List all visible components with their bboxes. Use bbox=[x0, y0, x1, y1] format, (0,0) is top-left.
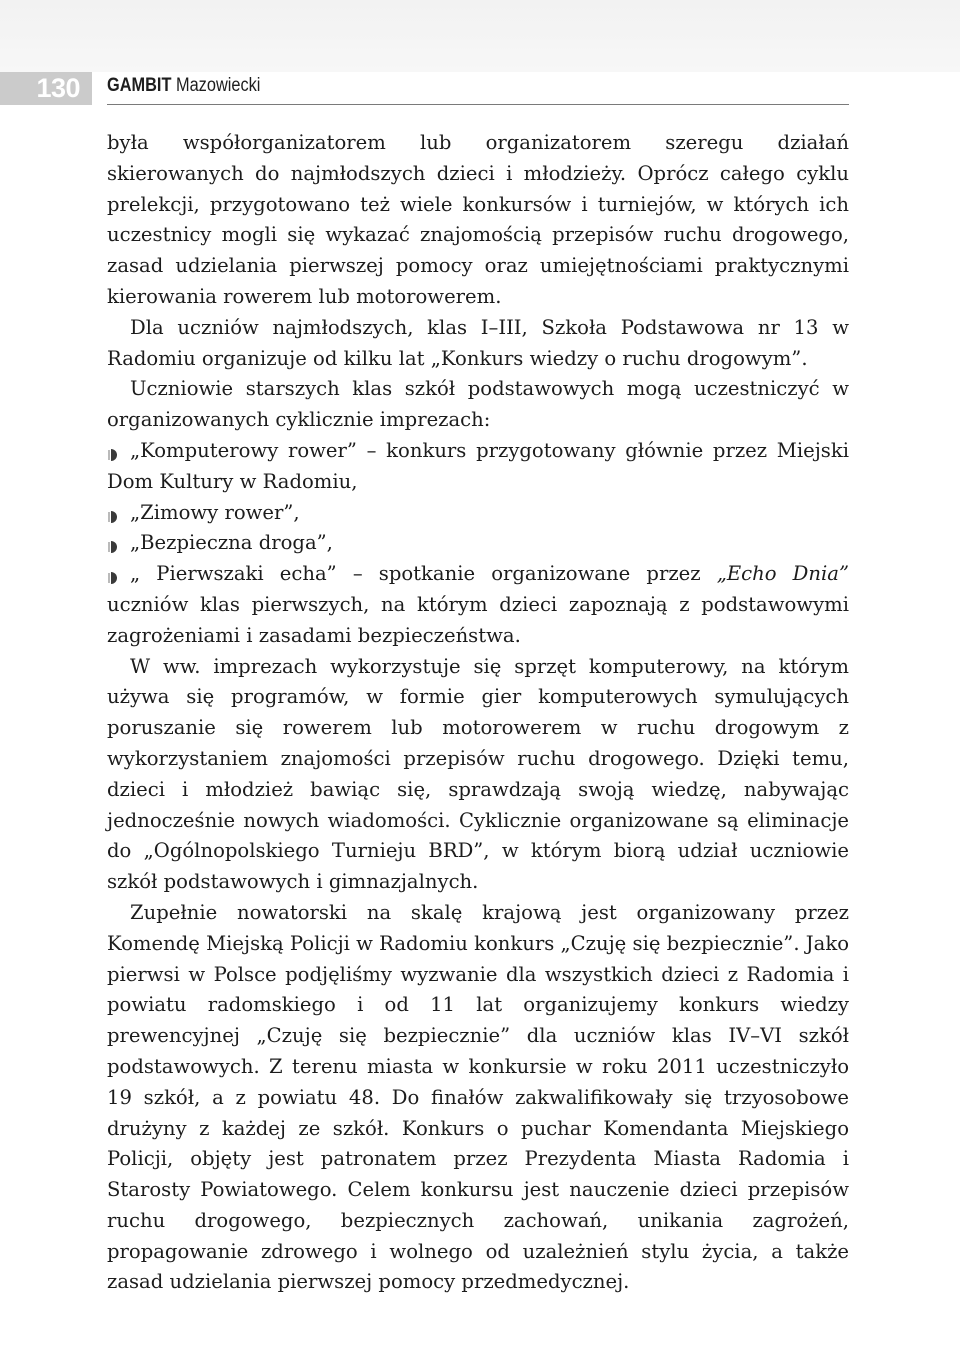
list-item bbox=[107, 559, 849, 651]
list-item bbox=[107, 498, 849, 529]
half-circle-bullet-icon bbox=[107, 510, 121, 524]
list-item-text: „Zimowy rower”, bbox=[130, 500, 300, 524]
article-body bbox=[107, 128, 849, 1298]
paragraph-4: W ww. imprezach wykorzystuje się sprzęt komputerowy, na którym używa się programów, w formie gier komputerowych symulujących poruszanie się rowerem lub motorowerem w ruchu drogowym z wykorzystaniem znajomości przepisów ruchu drogowego. Dzięki temu, dzieci i młodzież bawiąc się, sprawdzają swoją wiedzę, nabywając jednocześnie nowych wiadomości. Cyklicznie organizowane są eliminacje do „Ogólnopolskiego Turnieju BRD”, w którym biorą udział uczniowie szkół podstawowych i gimnazjalnych. bbox=[107, 654, 849, 894]
list-item-text: „Bezpieczna droga”, bbox=[130, 531, 333, 555]
half-circle-bullet-icon bbox=[107, 448, 121, 462]
list-item-text-after: uczniów klas pierwszych, na którym dzieci zapoznają z podstawowymi zagrożeniami i zasadami bezpieczeństwa. bbox=[107, 592, 849, 647]
publication-name-bold: GAMBIT bbox=[107, 75, 172, 96]
list-item-text: „Komputerowy rower” – konkurs przygotowany głównie przez Miejski Dom Kultury w Radomiu, bbox=[107, 438, 849, 493]
half-circle-bullet-icon bbox=[107, 571, 121, 585]
paragraph-5: Zupełnie nowatorski na skalę krajową jest organizowany przez Komendę Miejską Policji w Radomiu konkurs „Czuję się bezpiecznie”. Jako pierwsi w Polsce podjęliśmy wyzwanie dla wszystkich dzieci z Radomia i powiatu radomskiego i od 11 lat organizujemy konkurs wiedzy prewencyjnej „Czuję się bezpiecznie” dla uczniów klas IV–VI szkół podstawowych. Z terenu miasta w konkursie w roku 2011 uczestniczyło 19 szkół, a z powiatu 48. Do finałów zakwalifikowały się trzyosobowe drużyny z każdej ze szkół. Konkurs o puchar Komendanta Miejskiego Policji, objęty jest patronatem przez Prezydenta Miasta Radomia i Starosty Powiatowego. Celem konkursu jest nauczenie dzieci przepisów ruchu drogowego, bezpiecznych zachowań, unikania zagrożeń, propagowanie zdrowego i wolnego od uzależnień stylu życia, a także zasad udzielania pierwszej pomocy przedmedycznej. bbox=[107, 900, 849, 1294]
running-head bbox=[107, 74, 260, 98]
list-item bbox=[107, 528, 849, 559]
list-item-text-before: „ Pierwszaki echa” – spotkanie organizowane przez bbox=[130, 562, 717, 586]
paragraph-1: była współorganizatorem lub organizatorem szeregu działań skierowanych do najmłodszych dzieci i młodzieży. Oprócz całego cyklu prelekcji, przygotowano też wiele konkursów i turniejów, w których ich uczestnicy mogli się wykazać znajomością przepisów ruchu drogowego, zasad udzielania pierwszej pomocy oraz umiejętnościami praktycznymi kierowania rowerem lub motorowerem. bbox=[107, 131, 849, 308]
publication-title-italic: „Echo Dnia” bbox=[716, 562, 849, 586]
paragraph-3: Uczniowie starszych klas szkół podstawowych mogą uczestniczyć w organizowanych cyklicznie imprezach: bbox=[107, 377, 849, 432]
half-circle-bullet-icon bbox=[107, 540, 121, 554]
page-number: 130 bbox=[0, 72, 92, 105]
page-top-shade bbox=[0, 0, 960, 72]
paragraph-2: Dla uczniów najmłodszych, klas I–III, Szkoła Podstawowa nr 13 w Radomiu organizuje od kilku lat „Konkurs wiedzy o ruchu drogowym”. bbox=[107, 315, 849, 370]
header-divider bbox=[107, 104, 849, 105]
list-item bbox=[107, 436, 849, 498]
publication-name-rest: Mazowiecki bbox=[171, 75, 261, 96]
